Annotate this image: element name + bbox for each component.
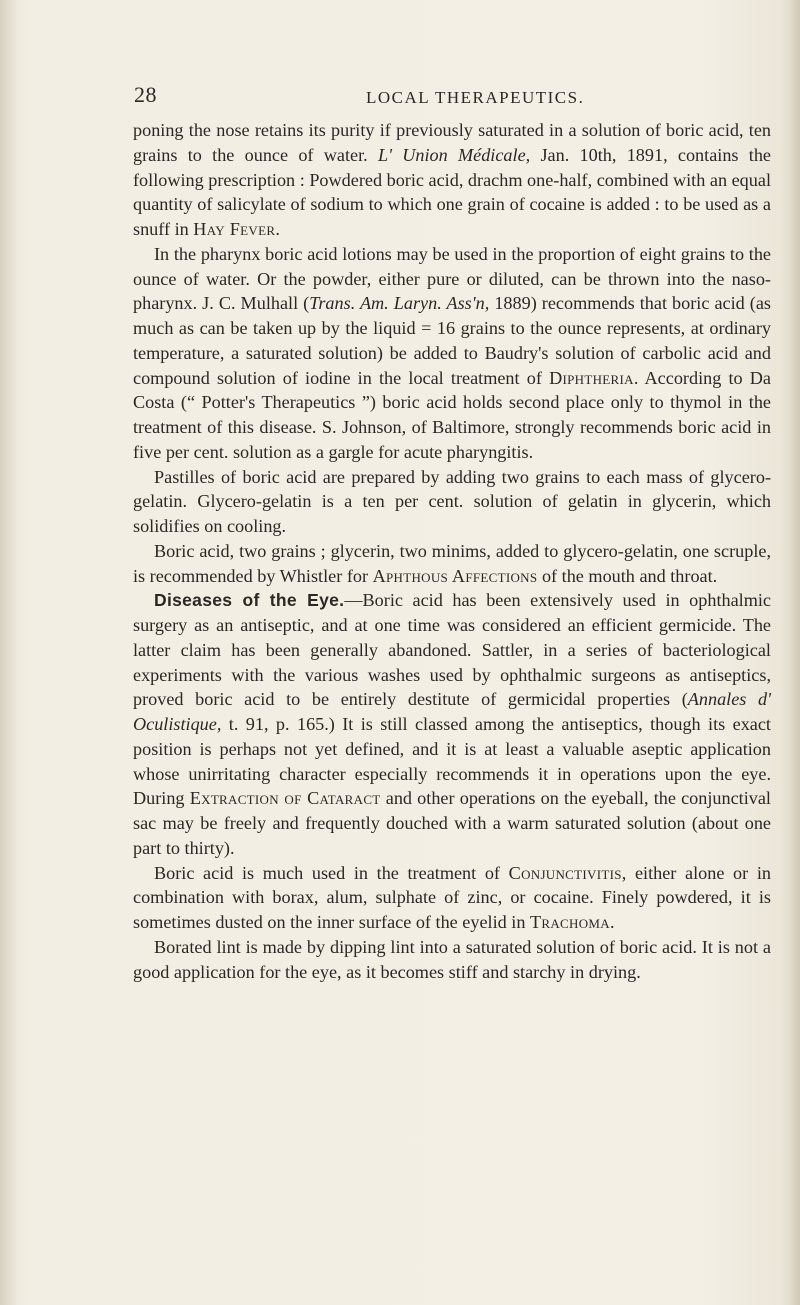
page-edge-shadow	[788, 0, 800, 1305]
text-run: Borated lint is made by dipping lint into a saturated solution of boric acid. It is not a good application for the eye, as it becomes stiff and starchy in drying.	[133, 936, 771, 982]
term-small-caps: Trachoma	[529, 912, 610, 932]
term-small-caps: Conjunctivitis	[508, 862, 622, 883]
page-number: 28	[134, 82, 157, 107]
page-header	[134, 82, 774, 112]
paragraph-pastilles	[133, 465, 771, 539]
section-heading: Diseases of the Eye.	[154, 590, 345, 611]
text-run: . According to Da Costa (“ Potter's Therapeutics ”) boric acid holds second place only to thymol in the treatment of this disease. S. Johnson, of Baltimore, strongly recommends boric acid in five per cent. solution as a gargle for acute pharyngitis.	[133, 367, 771, 462]
text-run: —Boric acid has been extensively used in ophthalmic surgery as an antiseptic, and at one time was considered an efficient germicide. The latter claim has been generally abandoned. Sattler, in a series of bacteriological experiments with the various washes used by ophthalmic surgeons as antiseptics, proved boric acid to be entirely destitute of germicidal properties (	[133, 590, 771, 710]
body-text	[133, 118, 771, 984]
paragraph-pharynx	[133, 242, 771, 465]
page-gutter-shadow	[0, 0, 16, 1305]
paragraph-borated-lint	[133, 935, 771, 985]
running-head: LOCAL THERAPEUTICS.	[366, 88, 585, 107]
text-run: Boric acid is much used in the treatment of	[154, 862, 509, 883]
term-small-caps: Extraction of Cataract	[189, 788, 381, 809]
paragraph-aphthous	[133, 539, 771, 589]
text-run: poning the nose retains its purity if previously saturated in a solution of boric acid, ten grains to the ounce of water.	[133, 120, 771, 165]
text-run: Jan. 10th, 1891, contains the following prescription : Powdered boric acid, drachm one-half, combined with an equal quantity of salicylate of sodium to which one grain of cocaine is added : to be used as a snuff in	[133, 144, 771, 239]
text-run: Boric acid, two grains ; glycerin, two minims, added to glycero-gelatin, one scruple, is recommended by Whistler for	[133, 540, 771, 586]
text-run: .	[609, 912, 615, 932]
text-run: 1889) recommends that boric acid (as much as can be taken up by the liquid = 16 grains to the ounce represents, at ordinary temperature, a saturated solution) be added to Baudry's solution of carbolic acid and compound solution of iodine in the local treatment of	[133, 293, 771, 388]
text-run: .	[275, 219, 280, 239]
citation-italic: Trans. Am. Laryn. Ass'n,	[309, 293, 490, 314]
term-small-caps: Diphtheria	[549, 367, 634, 388]
paragraph-conjunctivitis	[133, 861, 771, 935]
citation-italic: L' Union Médicale,	[377, 144, 531, 165]
text-run: of the mouth and throat.	[537, 565, 718, 586]
text-run: In the pharynx boric acid lotions may be used in the proportion of eight grains to the ounce of water. Or the powder, either pure or diluted, can be thrown into the naso-pharynx. J. C. Mulhall (	[133, 243, 771, 314]
term-small-caps: Hay Fever	[193, 219, 276, 239]
citation-italic: Annales d' Oculistique,	[133, 689, 772, 734]
text-run: Pastilles of boric acid are prepared by adding two grains to each mass of glycero-gelatin. Glycero-gelatin is a ten per cent. solution of gelatin in glycerin, which solidifies on cooling.	[133, 466, 771, 536]
paragraph-hay-fever	[133, 118, 771, 242]
text-run: t. 91, p. 165.) It is still classed among the antiseptics, though its exact position is perhaps not yet defined, and it is at least a valuable aseptic application whose unirritating character especially recommends it in operations upon the eye. During	[133, 714, 771, 809]
term-small-caps: Aphthous Affections	[372, 565, 538, 586]
text-run: and other operations on the eyeball, the conjunctival sac may be freely and frequently douched with a warm saturated solution (about one part to thirty).	[133, 788, 771, 858]
paragraph-eye	[133, 588, 771, 860]
text-run: , either alone or in combination with borax, alum, sulphate of zinc, or cocaine. Finely powdered, it is sometimes dusted on the inner surface of the eyelid in	[133, 862, 771, 932]
